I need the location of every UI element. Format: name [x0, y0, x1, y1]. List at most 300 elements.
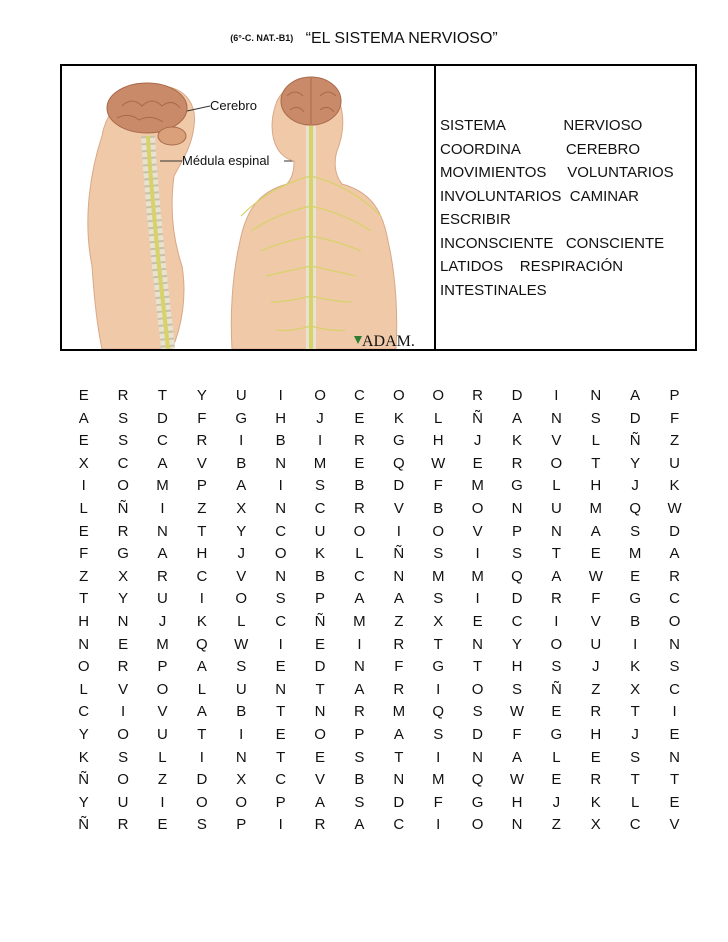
grid-letter[interactable]: E [315, 635, 326, 653]
grid-letter[interactable]: L [79, 680, 88, 698]
grid-letter[interactable]: E [551, 771, 562, 789]
grid-letter[interactable]: A [196, 658, 207, 676]
grid-letter[interactable]: O [274, 545, 287, 563]
grid-letter[interactable]: P [157, 658, 168, 676]
grid-letter[interactable]: R [669, 567, 680, 585]
grid-letter[interactable]: M [471, 477, 484, 495]
grid-letter[interactable]: V [472, 522, 483, 540]
grid-letter[interactable]: I [554, 387, 559, 404]
grid-letter[interactable]: P [196, 477, 207, 495]
grid-letter[interactable]: I [81, 477, 86, 495]
grid-letter[interactable]: V [118, 680, 129, 698]
grid-letter[interactable]: B [275, 432, 286, 450]
grid-letter[interactable]: R [117, 816, 129, 834]
grid-letter[interactable]: L [355, 545, 364, 563]
grid-letter[interactable]: O [117, 771, 129, 789]
grid-letter[interactable]: N [275, 454, 287, 472]
grid-letter[interactable]: G [432, 658, 445, 676]
grid-letter[interactable]: N [472, 748, 484, 766]
grid-letter[interactable]: R [590, 703, 602, 721]
grid-letter[interactable]: N [550, 522, 562, 540]
grid-letter[interactable]: R [511, 454, 523, 472]
grid-letter[interactable]: I [278, 477, 283, 495]
grid-letter[interactable]: L [552, 748, 561, 766]
grid-letter[interactable]: K [315, 545, 326, 563]
grid-letter[interactable]: M [313, 454, 327, 472]
grid-letter[interactable]: N [393, 567, 405, 585]
grid-letter[interactable]: Z [551, 816, 561, 834]
grid-letter[interactable]: Z [157, 771, 168, 789]
grid-letter[interactable]: S [630, 748, 641, 766]
grid-letter[interactable]: C [196, 567, 208, 585]
grid-letter[interactable]: H [275, 409, 287, 427]
grid-letter[interactable]: Y [630, 454, 641, 472]
grid-letter[interactable]: T [315, 680, 325, 698]
grid-letter[interactable]: O [550, 635, 563, 653]
grid-letter[interactable]: A [354, 590, 365, 608]
grid-letter[interactable]: C [117, 454, 129, 472]
grid-letter[interactable]: O [117, 725, 129, 743]
grid-letter[interactable]: Z [197, 499, 207, 517]
grid-letter[interactable]: Y [78, 725, 89, 743]
grid-letter[interactable]: N [78, 635, 90, 653]
grid-letter[interactable]: D [393, 793, 405, 811]
grid-letter[interactable]: S [433, 590, 444, 608]
grid-letter[interactable]: L [197, 680, 207, 698]
grid-letter[interactable]: P [354, 725, 365, 743]
grid-letter[interactable]: E [315, 748, 326, 766]
grid-letter[interactable]: M [431, 567, 445, 585]
grid-letter[interactable]: H [432, 432, 444, 450]
grid-letter[interactable]: K [511, 432, 522, 450]
grid-letter[interactable]: S [433, 545, 444, 563]
grid-letter[interactable]: D [472, 725, 484, 743]
grid-letter[interactable]: I [436, 680, 441, 698]
grid-letter[interactable]: Z [591, 680, 601, 698]
grid-letter[interactable]: A [511, 748, 522, 766]
grid-letter[interactable]: M [156, 477, 169, 495]
grid-letter[interactable]: D [314, 658, 326, 676]
grid-letter[interactable]: I [199, 590, 204, 608]
grid-letter[interactable]: I [357, 635, 362, 653]
grid-letter[interactable]: A [315, 793, 326, 811]
grid-letter[interactable]: M [589, 499, 603, 517]
grid-letter[interactable]: L [158, 748, 167, 766]
grid-letter[interactable]: H [511, 658, 523, 676]
grid-letter[interactable]: I [278, 635, 283, 653]
grid-letter[interactable]: R [590, 771, 602, 789]
grid-letter[interactable]: S [590, 409, 601, 427]
grid-letter[interactable]: C [354, 387, 365, 404]
grid-letter[interactable]: H [78, 612, 90, 630]
grid-letter[interactable]: R [354, 703, 365, 721]
grid-letter[interactable]: O [432, 387, 445, 404]
grid-letter[interactable]: I [278, 816, 283, 834]
grid-letter[interactable]: N [511, 499, 523, 517]
grid-letter[interactable]: O [392, 387, 405, 404]
grid-letter[interactable]: R [196, 432, 208, 450]
grid-letter[interactable]: S [511, 545, 522, 563]
grid-letter[interactable]: L [552, 477, 561, 495]
grid-letter[interactable]: O [117, 477, 129, 495]
grid-letter[interactable]: J [316, 409, 324, 427]
grid-letter[interactable]: X [236, 499, 247, 517]
grid-letter[interactable]: A [551, 567, 562, 585]
grid-letter[interactable]: I [160, 499, 165, 517]
grid-letter[interactable]: O [471, 499, 484, 517]
grid-letter[interactable]: W [588, 567, 603, 585]
grid-letter[interactable]: Z [669, 432, 680, 450]
grid-letter[interactable]: Ñ [314, 612, 326, 630]
grid-letter[interactable]: G [471, 793, 484, 811]
grid-letter[interactable]: F [79, 545, 89, 563]
grid-letter[interactable]: K [78, 748, 89, 766]
grid-letter[interactable]: O [432, 522, 445, 540]
grid-letter[interactable]: E [118, 635, 129, 653]
grid-letter[interactable]: Q [471, 771, 484, 789]
grid-letter[interactable]: T [473, 658, 483, 676]
grid-letter[interactable]: T [394, 748, 404, 766]
grid-letter[interactable]: M [431, 771, 445, 789]
grid-letter[interactable]: T [197, 725, 207, 743]
grid-letter[interactable]: J [473, 432, 482, 450]
grid-letter[interactable]: F [197, 409, 207, 427]
grid-letter[interactable]: O [353, 522, 366, 540]
grid-letter[interactable]: J [631, 477, 639, 495]
grid-letter[interactable]: Ñ [629, 432, 641, 450]
grid-letter[interactable]: S [551, 658, 562, 676]
grid-letter[interactable]: L [237, 612, 246, 630]
grid-letter[interactable]: N [590, 387, 602, 404]
grid-letter[interactable]: P [669, 387, 680, 404]
grid-letter[interactable]: N [354, 658, 365, 676]
grid-letter[interactable]: R [117, 658, 129, 676]
grid-letter[interactable]: E [78, 432, 89, 450]
grid-letter[interactable]: V [393, 499, 404, 517]
grid-letter[interactable]: L [630, 793, 640, 811]
grid-letter[interactable]: N [275, 567, 287, 585]
grid-letter[interactable]: C [629, 816, 641, 834]
grid-letter[interactable]: A [393, 725, 404, 743]
grid-letter[interactable]: K [196, 612, 207, 630]
grid-letter[interactable]: V [551, 432, 562, 450]
grid-letter[interactable]: K [630, 658, 641, 676]
grid-letter[interactable]: J [237, 545, 245, 563]
grid-letter[interactable]: S [315, 477, 326, 495]
grid-letter[interactable]: C [354, 567, 365, 585]
grid-letter[interactable]: U [550, 499, 562, 517]
grid-letter[interactable]: Ñ [550, 680, 562, 698]
grid-letter[interactable]: T [276, 703, 286, 721]
grid-letter[interactable]: I [396, 522, 401, 540]
grid-letter[interactable]: G [235, 409, 248, 427]
grid-letter[interactable]: J [592, 658, 600, 676]
grid-letter[interactable]: E [275, 658, 286, 676]
grid-letter[interactable]: A [236, 477, 247, 495]
grid-letter[interactable]: B [354, 771, 365, 789]
grid-letter[interactable]: N [669, 748, 680, 766]
grid-letter[interactable]: Q [629, 499, 641, 517]
grid-letter[interactable]: S [472, 703, 483, 721]
grid-letter[interactable]: Q [196, 635, 208, 653]
grid-letter[interactable]: E [669, 725, 680, 743]
grid-letter[interactable]: E [354, 454, 365, 472]
grid-letter[interactable]: W [431, 454, 446, 472]
grid-letter[interactable]: I [121, 703, 126, 721]
grid-letter[interactable]: F [591, 590, 601, 608]
grid-letter[interactable]: S [275, 590, 286, 608]
grid-letter[interactable]: M [353, 612, 366, 630]
grid-letter[interactable]: S [630, 522, 641, 540]
grid-letter[interactable]: P [236, 816, 247, 834]
grid-letter[interactable]: D [196, 771, 208, 789]
grid-letter[interactable]: O [235, 590, 248, 608]
grid-letter[interactable]: D [511, 387, 523, 404]
grid-letter[interactable]: D [157, 409, 168, 427]
grid-letter[interactable]: Y [78, 793, 89, 811]
grid-letter[interactable]: O [314, 725, 326, 743]
grid-letter[interactable]: C [511, 612, 523, 630]
grid-letter[interactable]: A [669, 545, 680, 563]
grid-letter[interactable]: D [629, 409, 641, 427]
grid-letter[interactable]: V [196, 454, 207, 472]
grid-letter[interactable]: U [235, 680, 247, 698]
grid-letter[interactable]: W [667, 499, 682, 517]
grid-letter[interactable]: W [509, 703, 525, 721]
grid-letter[interactable]: R [550, 590, 562, 608]
grid-letter[interactable]: V [157, 703, 168, 721]
grid-letter[interactable]: N [550, 409, 562, 427]
grid-letter[interactable]: X [590, 816, 601, 834]
grid-letter[interactable]: M [156, 635, 169, 653]
grid-letter[interactable]: Y [236, 522, 247, 540]
grid-letter[interactable]: O [471, 816, 484, 834]
grid-letter[interactable]: E [78, 387, 89, 404]
grid-letter[interactable]: S [669, 658, 680, 676]
grid-letter[interactable]: R [472, 387, 484, 404]
grid-letter[interactable]: F [669, 409, 680, 427]
grid-letter[interactable]: H [590, 725, 602, 743]
grid-letter[interactable]: A [511, 409, 522, 427]
grid-letter[interactable]: Y [118, 590, 129, 608]
grid-letter[interactable]: K [669, 477, 680, 495]
grid-letter[interactable]: E [630, 567, 641, 585]
grid-letter[interactable]: Y [511, 635, 522, 653]
grid-letter[interactable]: X [78, 454, 89, 472]
grid-letter[interactable]: L [434, 409, 443, 427]
grid-letter[interactable]: Z [79, 567, 89, 585]
grid-letter[interactable]: C [393, 816, 405, 834]
grid-letter[interactable]: N [275, 499, 287, 517]
grid-letter[interactable]: F [512, 725, 522, 743]
grid-letter[interactable]: B [236, 703, 247, 721]
grid-letter[interactable]: L [79, 499, 88, 517]
grid-letter[interactable]: A [393, 590, 404, 608]
grid-letter[interactable]: M [471, 567, 484, 585]
grid-letter[interactable]: G [550, 725, 563, 743]
grid-letter[interactable]: R [393, 680, 405, 698]
grid-letter[interactable]: Y [196, 387, 207, 404]
grid-letter[interactable]: O [77, 658, 90, 676]
grid-letter[interactable]: G [392, 432, 405, 450]
grid-letter[interactable]: S [433, 725, 444, 743]
grid-letter[interactable]: I [239, 432, 244, 450]
grid-letter[interactable]: I [672, 703, 677, 721]
grid-letter[interactable]: Q [432, 703, 445, 721]
grid-letter[interactable]: C [157, 432, 168, 450]
grid-letter[interactable]: T [591, 454, 601, 472]
grid-letter[interactable]: S [118, 748, 129, 766]
grid-letter[interactable]: U [157, 590, 168, 608]
grid-letter[interactable]: U [314, 522, 326, 540]
grid-letter[interactable]: O [156, 680, 169, 698]
grid-letter[interactable]: T [630, 771, 640, 789]
grid-letter[interactable]: O [471, 680, 484, 698]
grid-letter[interactable]: L [591, 432, 600, 450]
grid-letter[interactable]: C [669, 680, 680, 698]
grid-letter[interactable]: D [393, 477, 405, 495]
grid-letter[interactable]: Ñ [393, 545, 405, 563]
grid-letter[interactable]: S [511, 680, 522, 698]
grid-letter[interactable]: X [118, 567, 129, 585]
grid-letter[interactable]: A [78, 409, 89, 427]
grid-letter[interactable]: A [196, 703, 207, 721]
grid-letter[interactable]: C [275, 612, 287, 630]
grid-letter[interactable]: T [551, 545, 561, 563]
grid-letter[interactable]: B [433, 499, 444, 517]
grid-letter[interactable]: W [234, 635, 249, 653]
grid-letter[interactable]: I [160, 793, 165, 811]
grid-letter[interactable]: X [433, 612, 444, 630]
grid-letter[interactable]: E [472, 612, 483, 630]
grid-letter[interactable]: G [629, 590, 641, 608]
grid-letter[interactable]: I [317, 432, 323, 450]
grid-letter[interactable]: C [314, 499, 326, 517]
grid-letter[interactable]: F [433, 793, 443, 811]
grid-letter[interactable]: E [551, 703, 562, 721]
grid-letter[interactable]: J [158, 612, 167, 630]
grid-letter[interactable]: J [552, 793, 561, 811]
grid-letter[interactable]: N [669, 635, 680, 653]
grid-letter[interactable]: I [475, 545, 480, 563]
grid-letter[interactable]: A [590, 522, 601, 540]
grid-letter[interactable]: U [117, 793, 129, 811]
grid-letter[interactable]: V [590, 612, 601, 630]
grid-letter[interactable]: N [511, 816, 523, 834]
grid-letter[interactable]: F [433, 477, 443, 495]
grid-letter[interactable]: U [157, 725, 168, 743]
grid-letter[interactable]: N [472, 635, 484, 653]
grid-letter[interactable]: A [157, 454, 168, 472]
grid-letter[interactable]: T [433, 635, 443, 653]
grid-letter[interactable]: S [354, 793, 365, 811]
grid-letter[interactable]: B [354, 477, 365, 495]
grid-letter[interactable]: I [436, 748, 441, 766]
grid-letter[interactable]: S [354, 748, 365, 766]
grid-letter[interactable]: J [631, 725, 639, 743]
grid-letter[interactable]: P [275, 793, 286, 811]
grid-letter[interactable]: O [314, 387, 326, 404]
grid-letter[interactable]: U [590, 635, 602, 653]
grid-letter[interactable]: P [511, 522, 522, 540]
grid-letter[interactable]: I [554, 612, 559, 630]
grid-letter[interactable]: C [275, 771, 287, 789]
grid-letter[interactable]: R [354, 499, 365, 517]
grid-letter[interactable]: O [550, 454, 563, 472]
grid-letter[interactable]: E [275, 725, 286, 743]
grid-letter[interactable]: N [314, 703, 326, 721]
grid-letter[interactable]: O [668, 612, 681, 630]
grid-letter[interactable]: Ñ [78, 816, 90, 834]
grid-letter[interactable]: I [633, 635, 638, 653]
grid-letter[interactable]: A [354, 816, 365, 834]
grid-letter[interactable]: B [236, 454, 247, 472]
grid-letter[interactable]: E [354, 409, 365, 427]
grid-letter[interactable]: M [628, 545, 642, 563]
grid-letter[interactable]: X [630, 680, 641, 698]
grid-letter[interactable]: G [117, 545, 129, 563]
grid-letter[interactable]: E [590, 545, 601, 563]
grid-letter[interactable]: O [196, 793, 208, 811]
grid-letter[interactable]: O [235, 793, 248, 811]
grid-letter[interactable]: T [157, 387, 168, 404]
grid-letter[interactable]: A [354, 680, 365, 698]
grid-letter[interactable]: Q [392, 454, 405, 472]
grid-letter[interactable]: I [475, 590, 480, 608]
grid-letter[interactable]: N [157, 522, 168, 540]
grid-letter[interactable]: I [199, 748, 204, 766]
grid-letter[interactable]: C [669, 590, 680, 608]
grid-letter[interactable]: V [315, 771, 326, 789]
grid-letter[interactable]: R [117, 522, 129, 540]
grid-letter[interactable]: E [472, 454, 483, 472]
grid-letter[interactable]: K [590, 793, 601, 811]
grid-letter[interactable]: R [393, 635, 405, 653]
grid-letter[interactable]: I [436, 816, 441, 834]
grid-letter[interactable]: F [394, 658, 404, 676]
grid-letter[interactable]: R [354, 432, 365, 450]
grid-letter[interactable]: Ñ [472, 409, 484, 427]
grid-letter[interactable]: N [117, 612, 129, 630]
grid-letter[interactable]: W [509, 771, 525, 789]
grid-letter[interactable]: A [157, 545, 168, 563]
grid-letter[interactable]: S [196, 816, 207, 834]
grid-letter[interactable]: I [278, 387, 283, 404]
grid-letter[interactable]: E [669, 793, 680, 811]
grid-letter[interactable]: R [314, 816, 326, 834]
grid-letter[interactable]: P [315, 590, 326, 608]
grid-letter[interactable]: V [669, 816, 680, 834]
grid-letter[interactable]: H [590, 477, 602, 495]
grid-letter[interactable]: S [118, 432, 129, 450]
grid-letter[interactable]: E [590, 748, 601, 766]
grid-letter[interactable]: Q [511, 567, 523, 585]
grid-letter[interactable]: N [393, 771, 405, 789]
grid-letter[interactable]: D [669, 522, 680, 540]
grid-letter[interactable]: R [157, 567, 168, 585]
grid-letter[interactable]: C [78, 703, 90, 721]
grid-letter[interactable]: B [315, 567, 326, 585]
grid-letter[interactable]: D [511, 590, 523, 608]
grid-letter[interactable]: U [235, 387, 247, 404]
grid-letter[interactable]: N [235, 748, 247, 766]
grid-letter[interactable]: R [117, 387, 129, 404]
grid-letter[interactable]: C [275, 522, 287, 540]
grid-letter[interactable]: T [197, 522, 207, 540]
grid-letter[interactable]: U [669, 454, 680, 472]
grid-letter[interactable]: A [630, 387, 641, 404]
grid-letter[interactable]: E [157, 816, 168, 834]
